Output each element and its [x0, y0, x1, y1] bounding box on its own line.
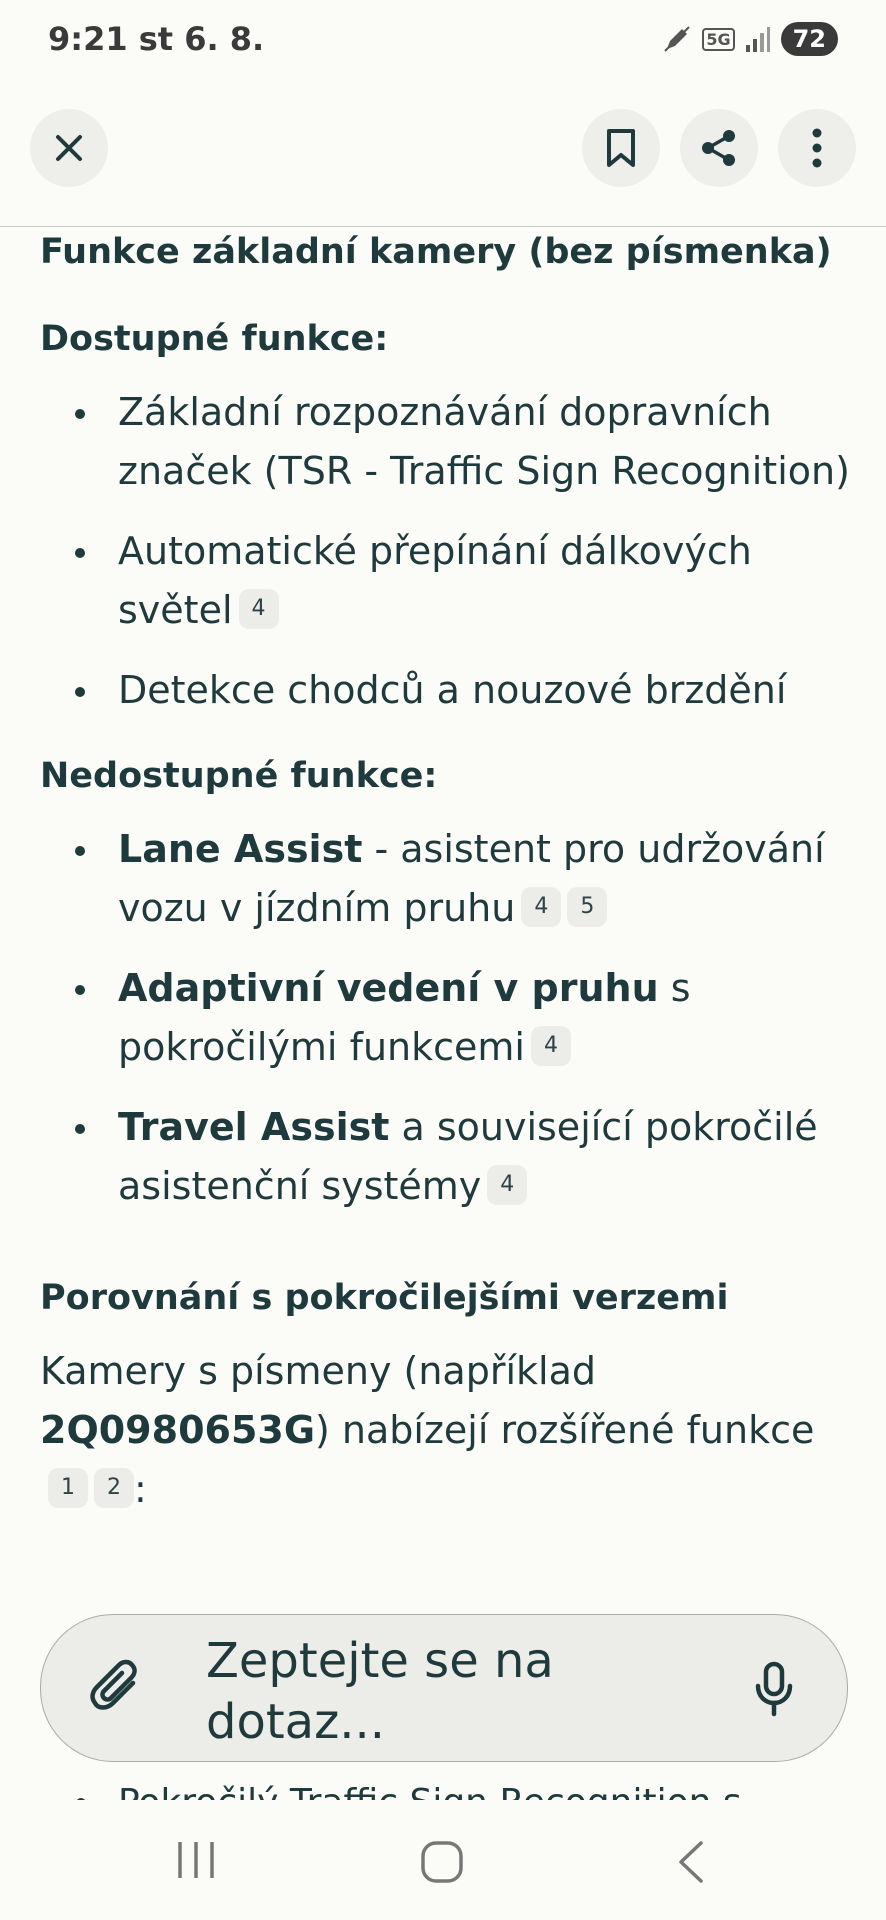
list-item: Automatické přepínání dálkových světel 4	[40, 522, 860, 640]
signal-icon	[745, 25, 771, 53]
section-title: Funkce základní kamery (bez písmenka)	[40, 232, 832, 272]
close-icon	[52, 131, 86, 165]
citation-chip[interactable]: 1	[48, 1468, 88, 1508]
paperclip-icon[interactable]	[89, 1657, 147, 1719]
share-button[interactable]	[680, 109, 758, 187]
list-item: Travel Assist a související pokročilé asistenční systémy 4	[40, 1098, 860, 1216]
status-icons	[662, 22, 838, 56]
recents-icon[interactable]	[176, 1840, 216, 1880]
citation-chip[interactable]: 4	[487, 1165, 527, 1205]
available-list	[40, 383, 860, 720]
share-icon	[700, 129, 738, 167]
citation-chip[interactable]: 4	[239, 589, 279, 629]
home-icon[interactable]	[420, 1840, 464, 1884]
citation-chip[interactable]: 2	[94, 1468, 134, 1508]
system-nav-bar	[0, 1800, 886, 1920]
citation-chip[interactable]: 4	[531, 1026, 571, 1066]
battery-indicator: 72	[781, 22, 838, 56]
list-item: Detekce chodců a nouzové brzdění	[40, 661, 860, 720]
unavailable-list	[40, 820, 860, 1216]
compare-paragraph: Kamery s písmeny (například 2Q0980653G) nabízejí rozšířené funkce 1 2 :	[40, 1349, 815, 1511]
status-time: 9:21 st 6. 8.	[48, 20, 265, 58]
microphone-icon[interactable]	[754, 1661, 794, 1717]
status-bar	[0, 0, 886, 84]
pen-icon	[662, 24, 692, 54]
unavailable-heading: Nedostupné funkce:	[40, 756, 438, 796]
bookmark-button[interactable]	[582, 109, 660, 187]
top-toolbar	[0, 104, 886, 227]
list-item: Základní rozpoznávání dopravních značek (TSR - Traffic Sign Recognition)	[40, 383, 860, 501]
bookmark-icon	[604, 128, 638, 168]
network-type: 5G	[702, 28, 734, 51]
citation-chip[interactable]: 5	[567, 887, 607, 927]
cutoff-list-item	[118, 1782, 742, 1800]
chat-input-bar[interactable]	[40, 1614, 848, 1762]
back-icon[interactable]	[676, 1840, 706, 1884]
available-heading: Dostupné funkce:	[40, 319, 389, 359]
article-content	[40, 226, 860, 1556]
list-item: Adaptivní vedení v pruhu s pokročilými funkcemi 4	[40, 959, 860, 1077]
more-options-button[interactable]	[778, 109, 856, 187]
citation-chip[interactable]: 4	[521, 887, 561, 927]
list-item: Lane Assist - asistent pro udržování vozu v jízdním pruhu 4 5	[40, 820, 860, 938]
close-button[interactable]	[30, 109, 108, 187]
chat-input-field[interactable]: Zeptejte se na dotaz...	[206, 1633, 554, 1750]
compare-heading: Porovnání s pokročilejšími verzemi	[40, 1278, 729, 1318]
more-vertical-icon	[811, 128, 823, 168]
